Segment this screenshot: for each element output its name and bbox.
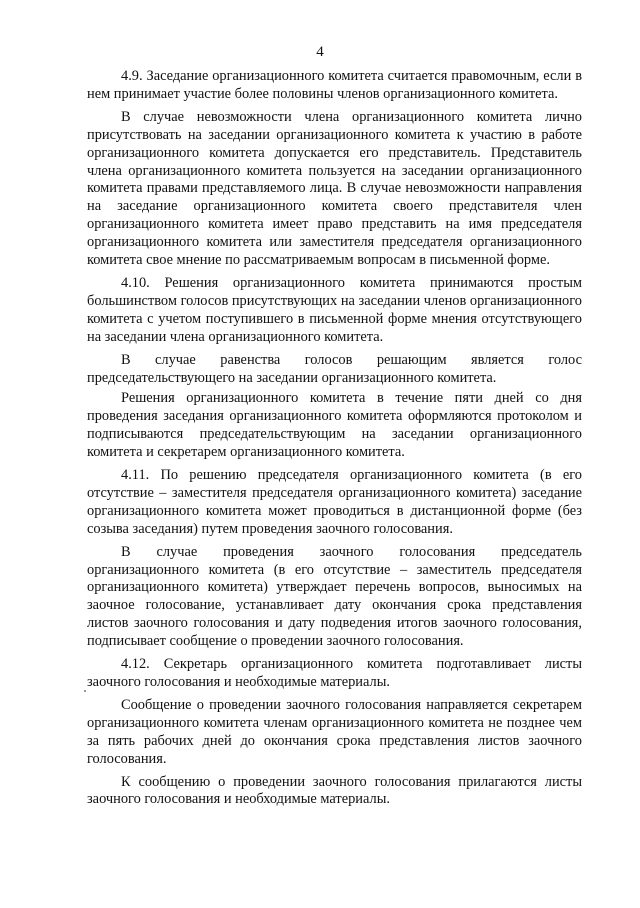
paragraph-4-12: 4.12. Секретарь организационного комитета подготавливает листы заочного голосования и необходимые материалы.: [87, 656, 582, 690]
paragraph-notice: Сообщение о проведении заочного голосования направляется секретарем организационного комитета членам организационного комитета не позднее чем за пять рабочих дней до окончания срока представления листов заочного голосования.: [87, 696, 582, 767]
scan-dot: [84, 690, 86, 692]
paragraph-4-10: 4.10. Решения организационного комитета принимаются простым большинством голосов присутствующих на заседании членов организационного комитета с учетом поступившего в письменной форме мнения отсутствующего на заседании члена организационного комитета.: [87, 274, 582, 345]
document-body: [87, 68, 582, 814]
paragraph-absentee-voting: В случае проведения заочного голосования председатель организационного комитета (в его отсутствие – заместитель председателя организационного комитета) утверждает перечень вопросов, выносимых на заочное голосование, устанавливает дату окончания срока представления листов заочного голосования и дату подведения итогов заочного голосования, подписывает сообщение о проведении заочного голосования.: [87, 543, 582, 650]
paragraph-attachments: К сообщению о проведении заочного голосования прилагаются листы заочного голосования и необходимые материалы.: [87, 773, 582, 808]
paragraph-protocol: Решения организационного комитета в течение пяти дней со дня проведения заседания организационного комитета оформляются протоколом и подписываются председательствующим на заседании организационного комитета и секретарем организационного комитета.: [87, 390, 582, 461]
paragraph-4-11: 4.11. По решению председателя организационного комитета (в его отсутствие – заместителя председателя организационного комитета) заседание организационного комитета может проводиться в дистанционной форме (без созыва заседания) путем проведения заочного голосования.: [87, 467, 582, 537]
paragraph-representative: В случае невозможности члена организационного комитета лично присутствовать на заседании организационного комитета к участию в работе организационного комитета допускается его представитель. Представитель члена организационного комитета пользуется на заседании организационного комитета правами представляемого лица. В случае невозможности направления на заседание организационного комитета своего представителя член организационного комитета имеет право представить на имя председателя организационного комитета или заместителя председателя организационного комитета свое мнение по рассматриваемым вопросам в письменной форме.: [87, 108, 582, 269]
page-number: 4: [316, 44, 324, 60]
paragraph-4-9: 4.9. Заседание организационного комитета считается правомочным, если в нем принимает участие более половины членов организационного комитета.: [87, 68, 582, 102]
paragraph-equal-votes: В случае равенства голосов решающим является голос председательствующего на заседании организационного комитета.: [87, 351, 582, 386]
